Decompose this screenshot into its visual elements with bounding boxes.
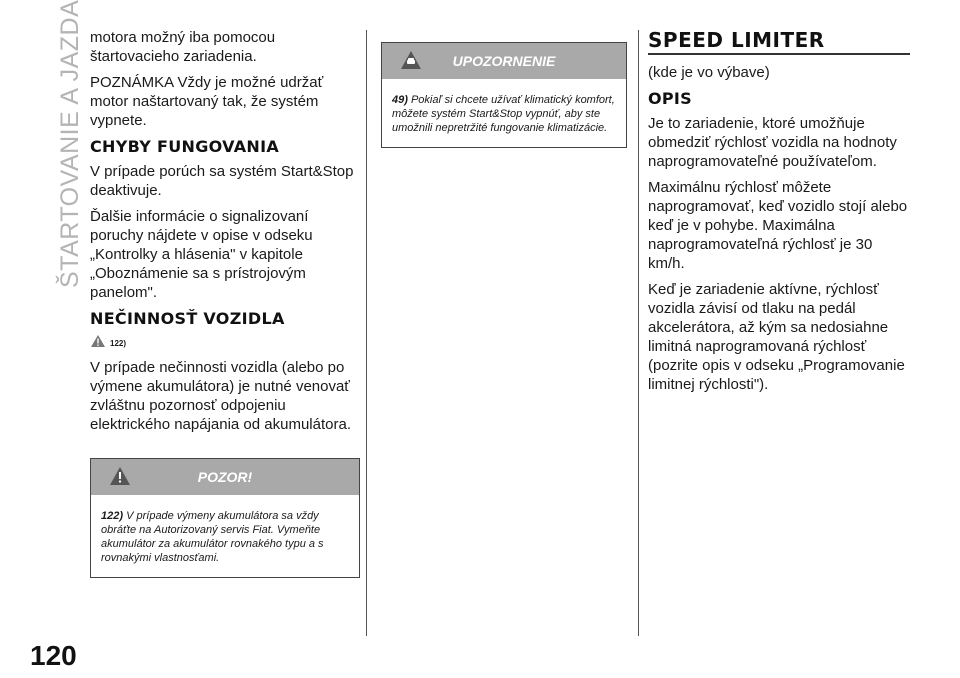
page-number: 120 — [30, 640, 77, 671]
paragraph: (kde je vo výbave) — [648, 64, 770, 81]
notice-box-body — [382, 79, 626, 147]
chapter-side-title: ŠTARTOVANIE A JAZDA — [56, 0, 84, 288]
warning-box-body — [91, 495, 359, 577]
notice-box-header — [382, 43, 626, 79]
section-title-speed-limiter: SPEED LIMITER — [648, 28, 910, 55]
column-middle — [381, 28, 627, 148]
warning-box-pozor — [90, 458, 360, 578]
column-divider — [638, 30, 639, 636]
warning-text: V prípade výmeny akumulátora sa vždy obráťte na Autorizovaný servis Fiat. Vymeňte akumulátor za akumulátor rovnakého typu a s rovnakými vlastnosťami. — [101, 510, 324, 564]
notice-box-upozornenie — [381, 42, 627, 148]
section-heading-chyby: CHYBY FUNGOVANIA — [90, 137, 280, 156]
notice-number: 49) — [392, 94, 408, 106]
section-heading-necinnost: NEČINNOSŤ VOZIDLA — [90, 309, 285, 328]
warning-box-header — [91, 459, 359, 495]
note-paragraph: POZNÁMKA Vždy je možné udržať motor naštartovaný tak, že systém vypnete. — [90, 74, 324, 129]
warning-number: 122) — [101, 510, 124, 522]
warning-reference-number: 122) — [110, 338, 127, 348]
paragraph: Keď je zariadenie aktívne, rýchlosť vozidla závisí od tlaku na pedál akcelerátora, až kým sa nedosiahne limitná naprogramovaná rýchlosť (pozrite opis v odseku „Programovanie limitnej rýchlosti"). — [648, 281, 905, 393]
paragraph: Maximálnu rýchlosť môžete naprogramovať, keď vozidlo stojí alebo keď je v pohybe. Maximálna naprogramovateľná rýchlosť je 30 km/h. — [648, 179, 908, 272]
warning-reference — [90, 334, 360, 352]
car-notice-icon — [400, 50, 422, 75]
column-left — [90, 28, 360, 578]
paragraph: V prípade nečinnosti vozidla (alebo po výmene akumulátora) je nutné venovať zvláštnu pozornosť odpojeniu elektrického napájania od akumulátora. — [90, 359, 351, 433]
notice-box-title: UPOZORNENIE — [452, 53, 556, 69]
warning-triangle-icon — [90, 334, 106, 353]
paragraph: Ďalšie informácie o signalizovaní poruchy nájdete v opise v odseku „Kontrolky a hlásenia" v kapitole „Oboznámenie sa s prístrojovým panelom". — [90, 208, 313, 301]
notice-text: Pokiaľ si chcete užívať klimatický komfort, môžete systém Start&Stop vypnúť, aby ste umožnili nepretržité fungovanie klimatizácie. — [392, 94, 615, 134]
warning-triangle-icon — [109, 466, 131, 491]
column-divider — [366, 30, 367, 636]
column-right — [648, 28, 910, 401]
paragraph: Je to zariadenie, ktoré umožňuje obmedziť rýchlosť vozidla na hodnoty naprogramovateľné používateľom. — [648, 115, 897, 170]
section-heading-opis: OPIS — [648, 89, 693, 108]
paragraph: motora možný iba pomocou štartovacieho zariadenia. — [90, 29, 276, 65]
paragraph: V prípade porúch sa systém Start&Stop deaktivuje. — [90, 163, 354, 199]
warning-box-title: POZOR! — [197, 469, 253, 485]
